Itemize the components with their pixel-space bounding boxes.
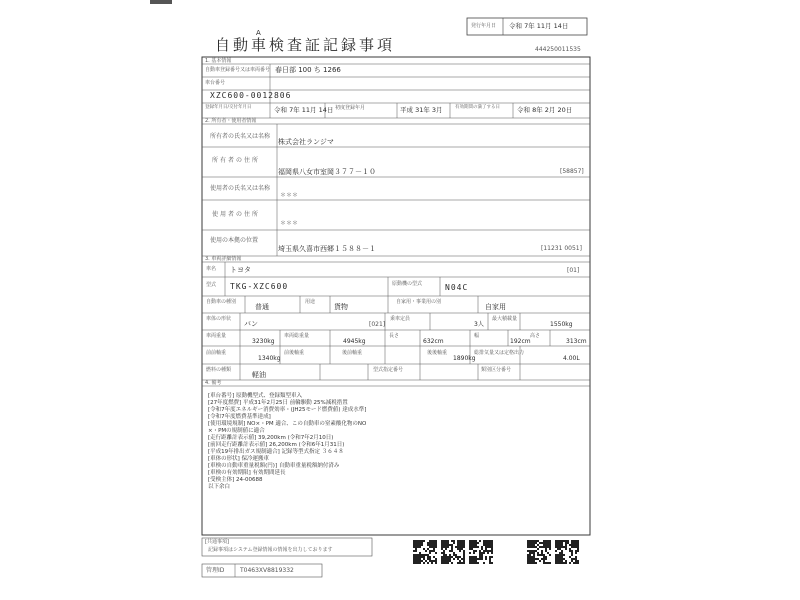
remarks-line: [使用環境規制] NO×・PM 適合、この自動車の窒素酸化物のNO [208, 421, 367, 427]
remarks-line: [車検の有効期限] 有効期間延長 [208, 470, 286, 476]
gross-weight-value: 4945kg [343, 338, 366, 345]
fuel-label: 燃料の種類 [206, 367, 232, 373]
remarks-line: [令和7年度エネルギー消費効率・(JH25モード燃費値) 達成水準] [208, 407, 367, 413]
fuel-value: 軽油 [252, 371, 266, 379]
vin-value: XZC600-0012806 [210, 91, 292, 100]
remarks-line: ×・PMの規制値に適合 [208, 428, 265, 434]
fr-axle-label: 前後軸重 [284, 350, 305, 356]
expiry-date-label: 有効期間の満了する日 [455, 105, 500, 110]
capacity-value: 3人 [474, 321, 484, 328]
base-location-label: 使用の本拠の位置 [210, 237, 259, 244]
first-registration-label: 初度登録年月 [335, 105, 366, 111]
qr-code-3-icon [469, 540, 493, 564]
length-label: 長さ [389, 333, 400, 339]
issue-date-value: 令和 7年 11月 14日 [509, 22, 569, 30]
user-name-label: 使用者の氏名又は名称 [210, 185, 271, 192]
remarks-line: [27年度燃費] 平成31年2月25日 前輪駆動 25%減税措置 [208, 400, 348, 406]
expiry-date-value: 令和 8年 2月 20日 [517, 106, 573, 114]
plate-number-value: 春日部 100 ち 1266 [275, 66, 341, 74]
use-value: 貨物 [334, 303, 348, 311]
vin-label: 車台番号 [205, 80, 226, 86]
length-value: 632cm [423, 338, 444, 345]
purpose-label: 自家用・事業用の別 [396, 299, 442, 305]
remarks-line: [令和7年度燃費基準達成] [208, 414, 271, 420]
document-number: 444250011535 [535, 46, 581, 53]
height-value: 313cm [566, 338, 587, 345]
section-owner-info-label: 2. 所有者・使用者情報 [205, 118, 257, 124]
width-value: 192cm [510, 338, 531, 345]
max-load-value: 1550kg [550, 321, 573, 328]
section-vehicle-detail-label: 3. 車両詳細情報 [205, 256, 242, 262]
remarks-line: [車台番号] 原動機型式、登録類型車入 [208, 393, 303, 399]
remarks-line: [前回走行距離計表示値] 26,200km (令和6年1月31日) [208, 442, 345, 448]
gross-weight-label: 車両総重量 [284, 333, 310, 339]
owner-address-label: 所有者の住所 [212, 157, 261, 164]
remarks-line: [走行距離計表示値] 39,200km (令和7年2月10日) [208, 435, 334, 441]
engine-model-value: N04C [445, 283, 469, 292]
rr-axle-label: 後後軸重 [427, 350, 448, 356]
document-title: 自動車検査証記録事項 [215, 36, 396, 54]
remarks-line: [平成19年排出ガス規制適合] 記録等型式指定 ３６４８ [208, 449, 344, 455]
max-load-label: 最大積載量 [492, 316, 518, 322]
qr-code-1-icon [413, 540, 437, 564]
qr-code-5-icon [555, 540, 579, 564]
model-label: 型式 [206, 282, 217, 288]
body-shape-value: バン [244, 320, 258, 328]
vehicle-weight-label: 車両重量 [206, 333, 227, 339]
issue-date-label: 発行年月日 [471, 23, 497, 29]
qr-code-4-icon [527, 540, 551, 564]
qr-code-2-icon [441, 540, 465, 564]
height-label: 高さ [530, 333, 541, 339]
remarks-line: [受検主体] 24-00688 [208, 477, 263, 483]
base-location-value: 埼玉県久喜市西郷１５８８－１ [278, 245, 376, 253]
maker-code: [01] [567, 267, 580, 274]
vehicle-weight-value: 3230kg [252, 338, 275, 345]
user-address-label: 使用者の住所 [212, 211, 261, 218]
plate-number-label: 自動車登録番号又は車両番号 [205, 67, 271, 73]
owner-name-label: 所有者の氏名又は名称 [210, 133, 271, 140]
body-shape-label: 車体の形状 [206, 316, 232, 322]
registration-date-value: 令和 7年 11月 14日 [274, 106, 334, 114]
owner-name-value: 株式会社ランジマ [278, 138, 334, 146]
management-id-value: T0463XV8819332 [240, 567, 294, 574]
vehicle-type-value: 普通 [255, 303, 269, 311]
section-basic-info-label: 1. 基本情報 [205, 58, 232, 64]
remarks-list [208, 391, 508, 489]
remarks-line: [車検の自動車重量税額(円)] 自動車重量税額納付済み [208, 463, 340, 469]
engine-model-label: 原動機の型式 [392, 281, 423, 287]
corner-mark: A [256, 29, 261, 37]
type-number-label: 型式指定番号 [373, 367, 404, 373]
remarks-line: [車体の形状] 保冷運搬車 [208, 456, 270, 462]
body-shape-code: [021] [369, 321, 386, 328]
common-remarks-text: 記録事項はシステム登録情報の情報を出力しております [208, 547, 333, 553]
class-number-label: 類別区分番号 [481, 367, 512, 373]
user-address-value: ＊＊＊ [280, 220, 299, 227]
user-name-value: ＊＊＊ [280, 192, 299, 199]
ff-axle-value: 1340kg [258, 355, 281, 362]
displacement-label: 総排気量又は定格出力 [474, 350, 525, 356]
purpose-value: 自家用 [485, 303, 506, 311]
width-label: 幅 [474, 333, 480, 339]
base-location-code: [11231 0051] [541, 245, 582, 252]
rr-axle-value: 1890kg [453, 355, 476, 362]
rf-axle-label: 後前軸重 [342, 350, 363, 356]
registration-date-label: 登録年月日/交付年月日 [205, 105, 252, 110]
section-remarks-label: 4. 備考 [205, 380, 222, 386]
maker-value: トヨタ [230, 266, 251, 274]
vehicle-type-label: 自動車の種別 [206, 299, 237, 305]
first-registration-value: 平成 31年 3月 [400, 106, 443, 114]
ff-axle-label: 前前軸重 [206, 350, 227, 356]
owner-address-code: [58857] [560, 168, 584, 175]
management-id-label: 管理ID [206, 567, 225, 574]
maker-label: 車名 [206, 266, 217, 272]
displacement-value: 4.00L [563, 355, 580, 362]
remarks-line: 以下余白 [208, 484, 231, 490]
owner-address-value: 福岡県八女市室岡３７７－１０ [278, 168, 376, 176]
model-value: TKG-XZC600 [230, 282, 289, 291]
capacity-label: 乗車定員 [390, 316, 411, 322]
use-label: 用途 [305, 299, 316, 305]
common-remarks-label: [共通事項] [205, 539, 229, 545]
